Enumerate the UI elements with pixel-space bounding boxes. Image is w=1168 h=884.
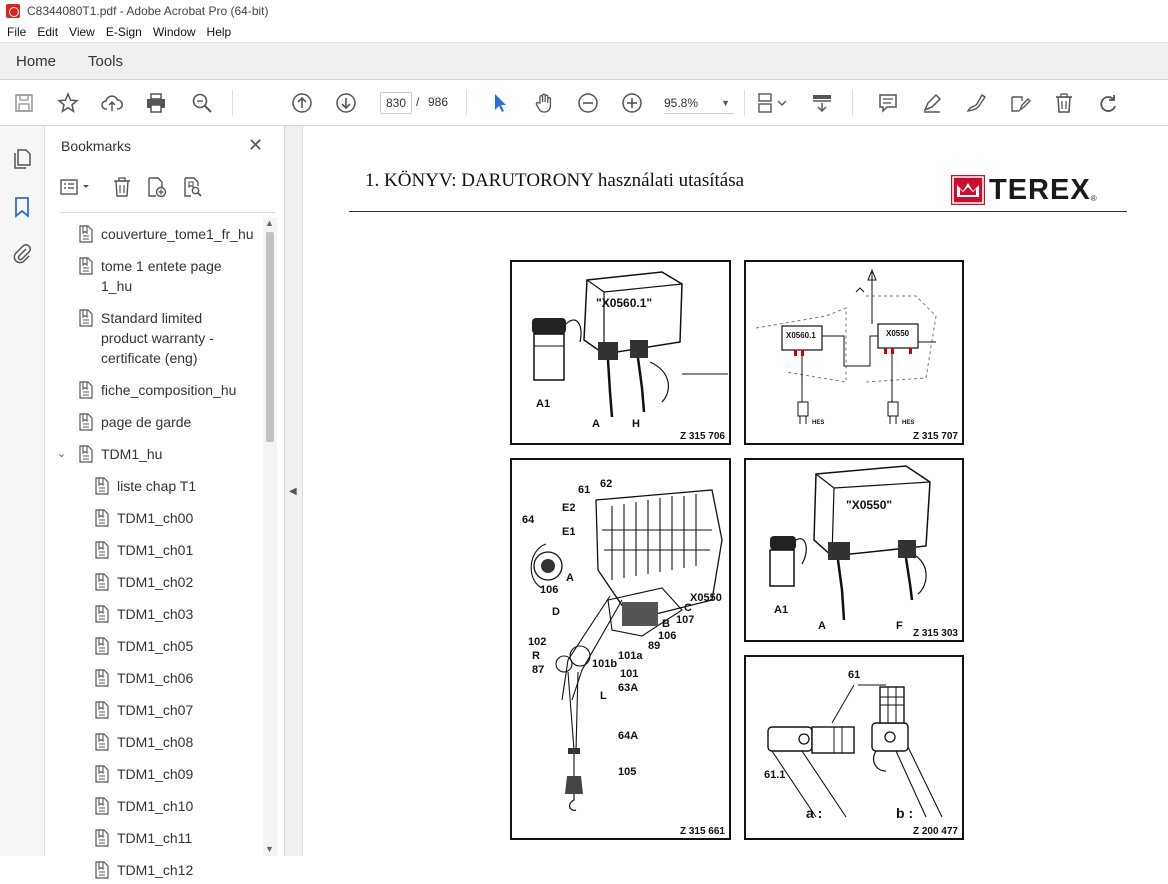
menu-file[interactable]: File bbox=[7, 25, 27, 39]
bookmark-label: TDM1_hu bbox=[101, 446, 163, 462]
bookmark-item[interactable] bbox=[59, 380, 263, 400]
bookmarks-panel bbox=[45, 126, 285, 878]
bookmark-item[interactable] bbox=[59, 444, 263, 464]
scroll-mode-icon[interactable] bbox=[810, 91, 834, 115]
fig2-box-x0560: X0560.1 bbox=[786, 331, 816, 340]
fig3-label-d: D bbox=[552, 606, 560, 618]
panel-title: Bookmarks bbox=[61, 138, 132, 154]
fill-sign-icon[interactable] bbox=[1008, 91, 1032, 115]
bookmark-label: page de garde bbox=[101, 414, 192, 430]
bookmark-label: Standard limited product warranty - certificate (eng) bbox=[101, 310, 214, 366]
bookmark-page-icon bbox=[93, 509, 111, 527]
fig3-label-l: L bbox=[600, 690, 607, 702]
bookmark-page-icon bbox=[93, 477, 111, 495]
menu-bar bbox=[0, 22, 1168, 43]
fig2-code: Z 315 707 bbox=[912, 431, 958, 442]
fig3-label-e2: E2 bbox=[562, 502, 576, 514]
chevron-down-icon[interactable]: ⌄ bbox=[57, 448, 67, 460]
print-icon[interactable] bbox=[144, 91, 168, 115]
bookmarks-scrollbar[interactable] bbox=[263, 218, 277, 856]
fig4-label-a: A bbox=[818, 620, 826, 632]
bookmark-page-icon bbox=[93, 861, 111, 879]
fig5-label-61: 61 bbox=[848, 669, 861, 681]
bookmark-item[interactable] bbox=[59, 796, 263, 816]
fig5-label-a: a : bbox=[806, 805, 823, 821]
fig3-label-89: 89 bbox=[648, 640, 661, 652]
bookmark-page-icon bbox=[77, 257, 95, 275]
page-thumbnails-icon[interactable] bbox=[11, 148, 33, 170]
figure-x0550-connector bbox=[744, 458, 964, 642]
fig3-label-106b: 106 bbox=[658, 630, 677, 642]
zoom-select[interactable] bbox=[664, 92, 734, 114]
brand-registered: ® bbox=[1090, 193, 1097, 203]
fig3-label-107: 107 bbox=[676, 614, 695, 626]
fig3-label-101: 101 bbox=[620, 668, 639, 680]
scroll-up-icon[interactable]: ▲ bbox=[265, 218, 274, 228]
bookmark-page-icon bbox=[77, 413, 95, 431]
fig4-code: Z 315 303 bbox=[912, 628, 958, 639]
menu-view[interactable]: View bbox=[69, 25, 95, 39]
fig3-label-r: R bbox=[532, 650, 540, 662]
fig3-label-64a: 64A bbox=[618, 730, 639, 742]
bookmark-label: tome 1 entete page 1_hu bbox=[101, 258, 222, 294]
redo-icon[interactable] bbox=[1096, 91, 1120, 115]
comment-icon[interactable] bbox=[876, 91, 900, 115]
bookmark-page-icon bbox=[77, 445, 95, 463]
bookmark-item[interactable] bbox=[59, 828, 263, 848]
chevron-left-icon: ◀ bbox=[289, 486, 297, 497]
bookmark-label: TDM1_ch06 bbox=[117, 670, 194, 686]
bookmark-page-icon bbox=[77, 309, 95, 327]
bookmark-page-icon bbox=[93, 797, 111, 815]
select-cursor-icon[interactable] bbox=[488, 91, 512, 115]
window-title: C8344080T1.pdf - Adobe Acrobat Pro (64-bit) bbox=[27, 4, 269, 18]
scroll-thumb[interactable] bbox=[266, 232, 274, 442]
fig3-label-c: C bbox=[684, 602, 692, 614]
bookmark-page-icon bbox=[93, 573, 111, 591]
zoom-search-icon[interactable] bbox=[190, 91, 214, 115]
page-display-icon[interactable] bbox=[756, 91, 790, 115]
bookmark-icon[interactable] bbox=[11, 196, 33, 218]
fig3-label-106a: 106 bbox=[540, 584, 559, 596]
figure-connector-variants bbox=[744, 655, 964, 840]
bookmark-page-icon bbox=[93, 733, 111, 751]
bookmark-item[interactable] bbox=[59, 224, 263, 244]
bookmark-label: TDM1_ch08 bbox=[117, 734, 194, 750]
zoom-in-icon[interactable] bbox=[620, 91, 644, 115]
page-up-icon[interactable] bbox=[290, 91, 314, 115]
fig3-label-102: 102 bbox=[528, 636, 547, 648]
options-menu-icon[interactable] bbox=[59, 176, 95, 198]
fig3-label-105: 105 bbox=[618, 766, 637, 778]
tab-home[interactable]: Home bbox=[16, 53, 57, 70]
new-bookmark-icon[interactable] bbox=[145, 176, 167, 198]
fig1-code: Z 315 706 bbox=[679, 431, 725, 442]
fig3-label-a: A bbox=[566, 572, 574, 584]
menu-window[interactable]: Window bbox=[152, 25, 196, 39]
bookmark-label: TDM1_ch09 bbox=[117, 766, 194, 782]
page-heading: 1. KÖNYV: DARUTORONY használati utasítása bbox=[365, 170, 745, 191]
zoom-value: 95.8% bbox=[664, 96, 699, 110]
bookmark-page-icon bbox=[77, 225, 95, 243]
save-icon[interactable] bbox=[12, 91, 36, 115]
bookmark-page-icon bbox=[93, 541, 111, 559]
bookmark-item[interactable] bbox=[59, 308, 263, 368]
bookmark-page-icon bbox=[93, 701, 111, 719]
terex-crown-icon bbox=[951, 175, 985, 205]
bookmark-item[interactable] bbox=[59, 700, 263, 720]
figure-winch-assembly bbox=[510, 458, 731, 840]
bookmark-label: TDM1_ch07 bbox=[117, 702, 194, 718]
bookmark-item[interactable] bbox=[59, 508, 263, 528]
find-bookmark-icon[interactable] bbox=[181, 176, 203, 198]
figure-x0560-connector bbox=[510, 260, 731, 445]
fig2-box-x0550: X0550 bbox=[886, 329, 910, 338]
menu-help[interactable]: Help bbox=[206, 25, 232, 39]
toolbar bbox=[0, 80, 1168, 126]
bookmark-label: TDM1_ch10 bbox=[117, 798, 194, 814]
fig3-label-x0550: X0550 bbox=[690, 592, 722, 604]
bookmark-page-icon bbox=[77, 381, 95, 399]
bookmark-item[interactable] bbox=[59, 604, 263, 624]
bookmark-item[interactable] bbox=[59, 476, 263, 496]
fig5-label-b: b : bbox=[896, 805, 914, 821]
bookmark-label: TDM1_ch02 bbox=[117, 574, 194, 590]
bookmark-label: TDM1_ch00 bbox=[117, 510, 194, 526]
fig3-label-62: 62 bbox=[600, 478, 613, 490]
fig3-label-61: 61 bbox=[578, 484, 591, 496]
close-icon[interactable]: ✕ bbox=[248, 135, 264, 155]
trash-icon[interactable] bbox=[1052, 91, 1076, 115]
bookmark-label: TDM1_ch03 bbox=[117, 606, 194, 622]
fig4-label-a1: A1 bbox=[774, 604, 789, 616]
document-page bbox=[303, 126, 1168, 856]
title-bar bbox=[0, 0, 1168, 22]
page-down-icon[interactable] bbox=[334, 91, 358, 115]
bookmark-item[interactable] bbox=[59, 764, 263, 784]
fig3-code: Z 315 661 bbox=[679, 826, 725, 837]
fig5-label-61-1: 61.1 bbox=[764, 769, 786, 781]
bookmark-page-icon bbox=[93, 669, 111, 687]
delete-bookmark-icon[interactable] bbox=[111, 176, 133, 198]
bookmark-label: TDM1_ch12 bbox=[117, 862, 194, 878]
tab-bar bbox=[0, 43, 1168, 80]
fig3-label-e1: E1 bbox=[562, 526, 576, 538]
fig3-label-101a: 101a bbox=[618, 650, 643, 662]
bookmark-label: TDM1_ch01 bbox=[117, 542, 194, 558]
highlight-pen-icon[interactable] bbox=[920, 91, 944, 115]
bookmark-list bbox=[57, 218, 263, 878]
fig4-label-f: F bbox=[896, 620, 903, 632]
bookmark-label: liste chap T1 bbox=[117, 478, 197, 494]
fig2-hes-left: HES bbox=[812, 420, 825, 426]
fig3-label-63a: 63A bbox=[618, 682, 639, 694]
scroll-down-icon[interactable]: ▼ bbox=[265, 844, 274, 854]
fig3-label-64: 64 bbox=[522, 514, 535, 526]
zoom-out-icon[interactable] bbox=[576, 91, 600, 115]
acrobat-icon bbox=[6, 4, 20, 18]
bookmark-item[interactable] bbox=[59, 636, 263, 656]
menu-edit[interactable]: Edit bbox=[37, 25, 59, 39]
bookmark-item[interactable] bbox=[59, 256, 263, 296]
attachment-icon[interactable] bbox=[11, 242, 33, 264]
star-icon[interactable] bbox=[56, 91, 80, 115]
fig1-label-h: H bbox=[632, 418, 640, 430]
upload-cloud-icon[interactable] bbox=[100, 91, 124, 115]
fig1-label-a: A bbox=[592, 418, 600, 430]
brand-wordmark: TEREX bbox=[989, 173, 1091, 206]
chevron-down-icon: ▼ bbox=[721, 98, 730, 108]
sign-pen-icon[interactable] bbox=[964, 91, 988, 115]
fig3-label-101b: 101b bbox=[592, 658, 618, 670]
page-separator: / bbox=[416, 95, 420, 109]
bookmark-label: TDM1_ch11 bbox=[117, 830, 193, 846]
bookmark-item[interactable] bbox=[59, 668, 263, 688]
bookmark-page-icon bbox=[93, 829, 111, 847]
connector-box-label: "X0560.1" bbox=[596, 296, 653, 310]
bookmark-item[interactable] bbox=[59, 732, 263, 752]
bookmark-label: couverture_tome1_fr_hu bbox=[101, 226, 254, 242]
fig3-label-b: B bbox=[662, 618, 670, 630]
bookmark-item[interactable] bbox=[59, 540, 263, 560]
bookmark-page-icon bbox=[93, 637, 111, 655]
x0550-box-label: "X0550" bbox=[846, 498, 893, 512]
page-number-input[interactable]: 830 bbox=[380, 92, 412, 114]
bookmark-label: TDM1_ch05 bbox=[117, 638, 194, 654]
bookmark-item[interactable] bbox=[59, 572, 263, 592]
header-rule bbox=[349, 211, 1127, 212]
bookmark-tools bbox=[59, 176, 279, 202]
panel-collapse-handle[interactable] bbox=[285, 126, 303, 856]
menu-esign[interactable]: E-Sign bbox=[105, 25, 142, 39]
fig1-label-a1: A1 bbox=[536, 398, 551, 410]
bookmark-label: fiche_composition_hu bbox=[101, 382, 237, 398]
page-total: 986 bbox=[428, 95, 449, 109]
fig5-code: Z 200 477 bbox=[912, 826, 958, 837]
tab-tools[interactable]: Tools bbox=[88, 53, 124, 70]
figure-wiring-schematic bbox=[744, 260, 964, 445]
fig2-hes-right: HES bbox=[902, 420, 915, 426]
fig3-label-87: 87 bbox=[532, 664, 545, 676]
left-rail bbox=[0, 126, 45, 856]
hand-tool-icon[interactable] bbox=[532, 91, 556, 115]
terex-logo bbox=[951, 174, 1097, 206]
bookmark-item[interactable] bbox=[59, 412, 263, 432]
bookmark-page-icon bbox=[93, 605, 111, 623]
bookmark-page-icon bbox=[93, 765, 111, 783]
bookmark-item[interactable] bbox=[59, 860, 263, 880]
